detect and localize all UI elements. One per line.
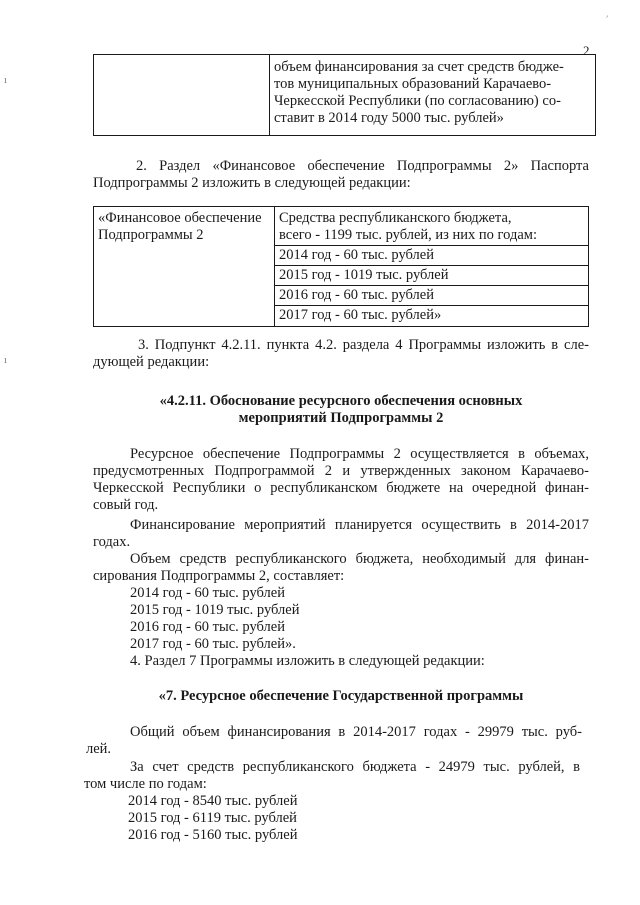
paragraph-3 (93, 337, 589, 371)
table2-year-row: 2014 год - 60 тыс. рублей (275, 246, 588, 266)
financing-continuation-table (93, 54, 596, 136)
list-item: 2017 год - 60 тыс. рублей». (130, 636, 296, 652)
paragraph-5-line-1: Финансирование мероприятий планируется осуществить в 2014-2017 (130, 517, 589, 533)
paragraph-2 (93, 158, 589, 192)
paragraph-7-line: 4. Раздел 7 Программы изложить в следующей редакции: (130, 653, 485, 669)
table2-line: Средства республиканского бюджета, (279, 210, 512, 226)
paragraph-6-line-2: сирования Подпрограммы 2, составляет: (93, 568, 345, 584)
paragraph-2-line-2: Подпрограммы 2 изложить в следующей редакции: (93, 175, 411, 191)
scan-mark: ı (4, 75, 7, 86)
list-item: 2016 год - 5160 тыс. рублей (128, 827, 298, 843)
section-heading-4-2-11 (93, 393, 589, 427)
paragraph-4-line-4: совый год. (93, 497, 159, 513)
paragraph-6-line-1: Объем средств республиканского бюджета, необходимый для финан- (130, 551, 589, 567)
paragraph-4 (93, 446, 589, 514)
list-item: 2014 год - 8540 тыс. рублей (128, 793, 298, 809)
table2-right-cell (275, 207, 589, 327)
paragraph-9-line-2: том числе по годам: (84, 776, 207, 792)
paragraph-5-line-2: годах. (93, 534, 131, 550)
year-list-1 (130, 585, 299, 653)
paragraph-3-line-1: 3. Подпункт 4.2.11. пункта 4.2. раздела 4 Программы изложить в сле- (138, 337, 589, 353)
paragraph-4-line-3: Черкесской Республики о республиканском бюджете на очередной финан- (93, 480, 589, 496)
table2-line: всего - 1199 тыс. рублей, из них по годам: (279, 227, 537, 243)
paragraph-8 (86, 724, 582, 758)
paragraph-5 (93, 517, 589, 551)
table2-year-row: 2015 год - 1019 тыс. рублей (275, 266, 588, 286)
year-list-2 (128, 793, 297, 844)
heading-line-1: «4.2.11. Обоснование ресурсного обеспечения основных (159, 393, 523, 409)
paragraph-8-line-2: лей. (86, 741, 112, 757)
paragraph-6 (93, 551, 589, 585)
paragraph-4-line-2: предусмотренных Подпрограммой 2 и утвержденных законом Карачаево- (93, 463, 589, 479)
table2-year-row: 2016 год - 60 тыс. рублей (275, 286, 588, 306)
subprogram-2-financing-table (93, 206, 589, 327)
paragraph-7 (130, 653, 485, 670)
table2-year-row: 2017 год - 60 тыс. рублей» (279, 307, 442, 323)
scan-mark: ׳ (606, 13, 609, 24)
page-number: 2 (583, 43, 590, 58)
paragraph-3-line-2: дующей редакции: (93, 354, 210, 370)
paragraph-4-line-1: Ресурсное обеспечение Подпрограммы 2 осуществляется в объемах, (130, 446, 589, 462)
list-item: 2015 год - 1019 тыс. рублей (130, 602, 300, 618)
table2-total-block (275, 207, 588, 246)
list-item: 2015 год - 6119 тыс. рублей (128, 810, 297, 826)
table2-left-cell: «Финансовое обеспечение Подпрограммы 2 (94, 207, 275, 327)
heading-line-2: мероприятий Подпрограммы 2 (238, 410, 444, 426)
table1-left-cell (94, 55, 270, 136)
heading-line: «7. Ресурсное обеспечение Государственной программы (158, 688, 524, 704)
table1-right-cell: объем финансирования за счет средств бюдже- тов муниципальных образований Карачаево- Черкесской Республики (по согласованию) со- ставит в 2014 году 5000 тыс. рублей» (270, 55, 596, 136)
list-item: 2014 год - 60 тыс. рублей (130, 585, 285, 601)
paragraph-9-line-1: За счет средств республиканского бюджета - 24979 тыс. рублей, в (130, 759, 580, 775)
scan-mark: ı (4, 355, 7, 366)
list-item: 2016 год - 60 тыс. рублей (130, 619, 285, 635)
section-heading-7 (93, 688, 589, 705)
paragraph-9 (84, 759, 580, 793)
paragraph-8-line-1: Общий объем финансирования в 2014-2017 годах - 29979 тыс. руб- (130, 724, 582, 740)
paragraph-2-line-1: 2. Раздел «Финансовое обеспечение Подпрограммы 2» Паспорта (136, 158, 589, 174)
